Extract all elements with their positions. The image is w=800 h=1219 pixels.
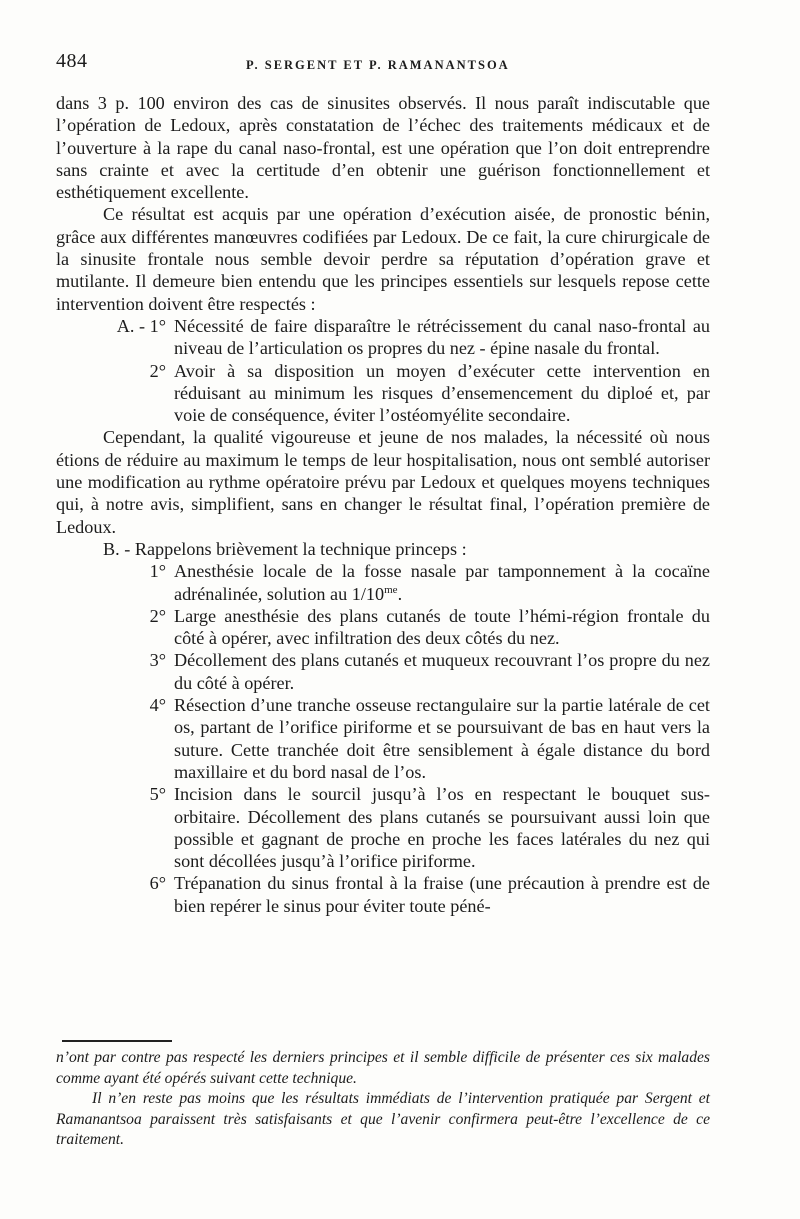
running-title: P. SERGENT ET P. RAMANANTSOA	[246, 58, 510, 72]
paragraph-2: Ce résultat est acquis par une opération d’exécution aisée, de pronostic bénin, grâce aux différentes manœuvres codifiées par Ledoux. De ce fait, la cure chirurgicale de la sinusite frontale nous semble devoir perdre sa réputation d’opération grave et mutilante. Il demeure bien entendu que les principes essentiels sur lesquels repose cette intervention doivent être respectés :	[56, 204, 710, 314]
section-a-label: A. - 1°	[116, 315, 166, 336]
section-b-item-text	[174, 560, 710, 605]
section-b-item-num: 3°	[149, 650, 166, 671]
paragraph-3: Cependant, la qualité vigoureuse et jeune de nos malades, la nécessité où nous étions de réduire au maximum le temps de leur hospitalisation, nous ont semblé autoriser une modification au rythme opératoire prévu par Ledoux et quelques moyens techniques qui, à notre avis, simplifient, sans en changer le résultat final, l’opération première de Ledoux.	[56, 427, 710, 537]
section-b-item-text: Résection d’une tranche osseuse rectangulaire sur la partie latérale de cet os, partant de l’orifice piriforme et se poursuivant de bas en haut vers la suture. Cette tranchée doit être sensiblement à égale distance du bord maxillaire et du bord nasal de l’os.	[174, 695, 710, 782]
footnote-1: n’ont par contre pas respecté les derniers principes et il semble difficile de présenter ces six malades comme ayant été opérés suivant cette technique.	[56, 1049, 710, 1087]
section-b-item-6	[56, 872, 710, 917]
footnote-rule	[62, 1040, 172, 1042]
section-b-item-text: Décollement des plans cutanés et muqueux recouvrant l’os propre du nez du côté à opérer.	[174, 650, 710, 693]
section-b-item-4	[56, 694, 710, 783]
section-b-item-3	[56, 649, 710, 694]
section-b-item-text: Trépanation du sinus frontal à la fraise (une précaution à prendre est de bien repérer le sinus pour éviter toute péné-	[174, 873, 710, 916]
running-head	[56, 50, 710, 80]
section-a-item-2	[56, 360, 710, 427]
section-b-item-text: Incision dans le sourcil jusqu’à l’os en respectant le bouquet sus-orbitaire. Décollement des plans cutanés se poursuivant aussi loin que possible et gagnant de proche en proche les faces latérales du nez qui sont décollées jusqu’à l’orifice piriforme.	[174, 784, 710, 872]
section-b-heading: B. - Rappelons brièvement la technique princeps :	[103, 538, 467, 559]
section-b-item-1	[56, 560, 710, 605]
section-b-item-num: 6°	[149, 873, 166, 894]
section-a-item-2-text: Avoir à sa disposition un moyen d’exécuter cette intervention en réduisant au minimum les risques d’ensemencement du diploé et, par voie de conséquence, éviter l’ostéomyélite secondaire.	[174, 360, 710, 426]
section-b-item-1-text: Anesthésie locale de la fosse nasale par tamponnement à la cocaïne adrénalinée, solution au 1/10	[174, 561, 710, 604]
section-b-item-5	[56, 783, 710, 872]
section-a-item-1-text: Nécessité de faire disparaître le rétrécissement du canal naso-frontal au niveau de l’articulation os propres du nez - épine nasale du frontal.	[174, 315, 710, 359]
section-a-item-1	[56, 315, 710, 360]
section-a-item-2-num: 2°	[149, 360, 166, 381]
page-number: 484	[56, 50, 88, 72]
footnotes	[56, 1048, 710, 1151]
section-b-item-num: 2°	[149, 605, 166, 626]
section-b-item-text: Large anesthésie des plans cutanés de toute l’hémi-région frontale du côté à opérer, avec infiltration des deux côtés du nez.	[174, 605, 710, 649]
section-b-item-2	[56, 605, 710, 650]
superscript: me	[384, 583, 398, 596]
body-text	[56, 92, 710, 917]
section-b-item-1-end: .	[397, 583, 403, 604]
section-b-item-num: 5°	[149, 784, 166, 805]
section-b-item-num: 1°	[149, 561, 166, 582]
footnote-2: Il n’en reste pas moins que les résultats immédiats de l’intervention pratiquée par Sergent et Ramanantsoa paraissent très satisfaisants et que l’avenir confirmera peut-être l’excellence de ce traitement.	[56, 1090, 710, 1148]
section-b-item-num: 4°	[149, 695, 166, 716]
paragraph-1: dans 3 p. 100 environ des cas de sinusites observés. Il nous paraît indiscutable que l’opération de Ledoux, après constatation de l’échec des traitements médicaux et de l’ouverture à la rape du canal naso-frontal, est une opération que l’on doit entreprendre sans crainte et avec la certitude d’en obtenir une guérison fonctionnellement et esthétiquement excellente.	[56, 93, 710, 203]
